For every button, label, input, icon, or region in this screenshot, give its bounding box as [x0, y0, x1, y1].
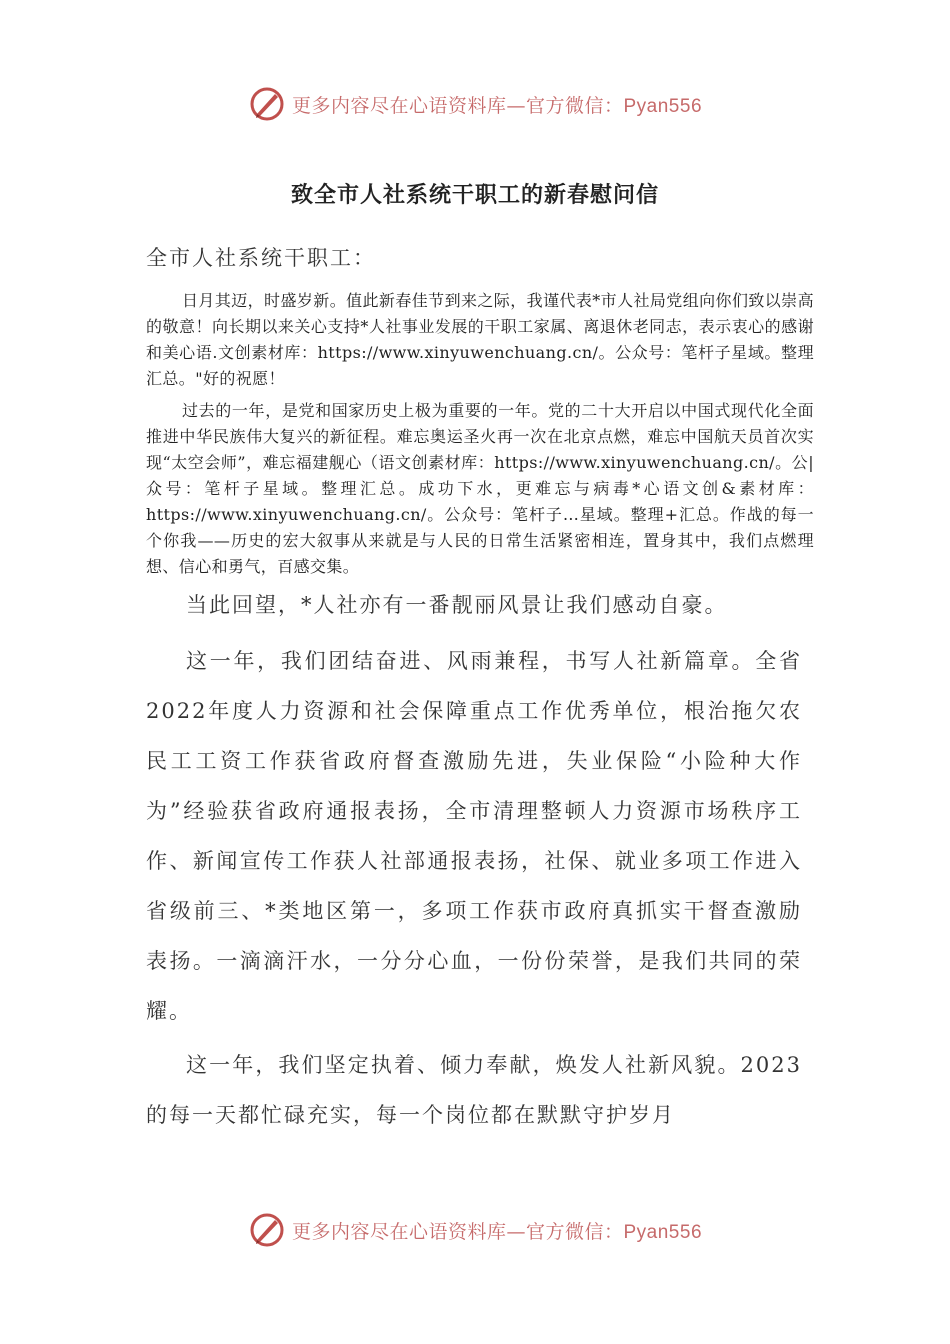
document-title: 致全市人社系统干职工的新春慰问信	[290, 183, 659, 208]
paragraph-2: 过去的一年，是党和国家历史上极为重要的一年。党的二十大开启以中国式现代化全面推进中华民族伟大复兴的新征程。难忘奥运圣火再一次在北京点燃，难忘中国航天员首次实现“太空会师”，难忘福建舰心（语文创素材库：https://www.xinyuwenchuang.cn/。公|众号：笔杆子星域。整理汇总。成功下水，更难忘与病毒*心语文创&素材库：https://www.xinyuwenchuang.cn/。公众号：笔杆子…星域。整理+汇总。作战的每一个你我——历史的宏大叙事从来就是与人民的日常生活紧密相连，置身其中，我们点燃理想、信心和勇气，百感交集。	[146, 401, 814, 576]
banner-text: 更多内容尽在心语资料库—官方微信：Pyan556	[291, 1220, 703, 1243]
paragraph-5: 这一年，我们坚定执着、倾力奉献，焕发人社新风貌。2023的每一天都忙碌充实，每一个岗位都在默默守护岁月	[146, 1053, 802, 1127]
salutation: 全市人社系统干职工：	[146, 246, 376, 270]
pen-logo-icon	[248, 85, 286, 123]
header-banner	[0, 82, 950, 126]
wechat-id: Pyan556	[623, 95, 703, 117]
wechat-id: Pyan556	[623, 1221, 703, 1243]
footer-banner	[0, 1208, 950, 1252]
pen-logo-icon	[248, 1211, 286, 1249]
paragraph-1: 日月其迈，时盛岁新。值此新春佳节到来之际，我谨代表*市人社局党组向你们致以崇高的敬意！向长期以来关心支持*人社事业发展的干职工家属、离退休老同志，表示衷心的感谢和美心语.文创素材库：https://www.xinyuwenchuang.cn/。公众号：笔杆子星域。整理汇总。"好的祝愿！	[146, 291, 814, 388]
paragraph-4: 这一年，我们团结奋进、风雨兼程，书写人社新篇章。全省2022年度人力资源和社会保障重点工作优秀单位，根治拖欠农民工工资工作获省政府督查激励先进，失业保险“小险种大作为”经验获省政府通报表扬，全市清理整顿人力资源市场秩序工作、新闻宣传工作获人社部通报表扬，社保、就业多项工作进入省级前三、*类地区第一，多项工作获市政府真抓实干督查激励表扬。一滴滴汗水，一分分心血，一份份荣誉，是我们共同的荣耀。	[146, 649, 802, 1023]
paragraph-3: 当此回望，*人社亦有一番靓丽风景让我们感动自豪。	[186, 593, 728, 617]
banner-text: 更多内容尽在心语资料库—官方微信：Pyan556	[291, 94, 703, 117]
